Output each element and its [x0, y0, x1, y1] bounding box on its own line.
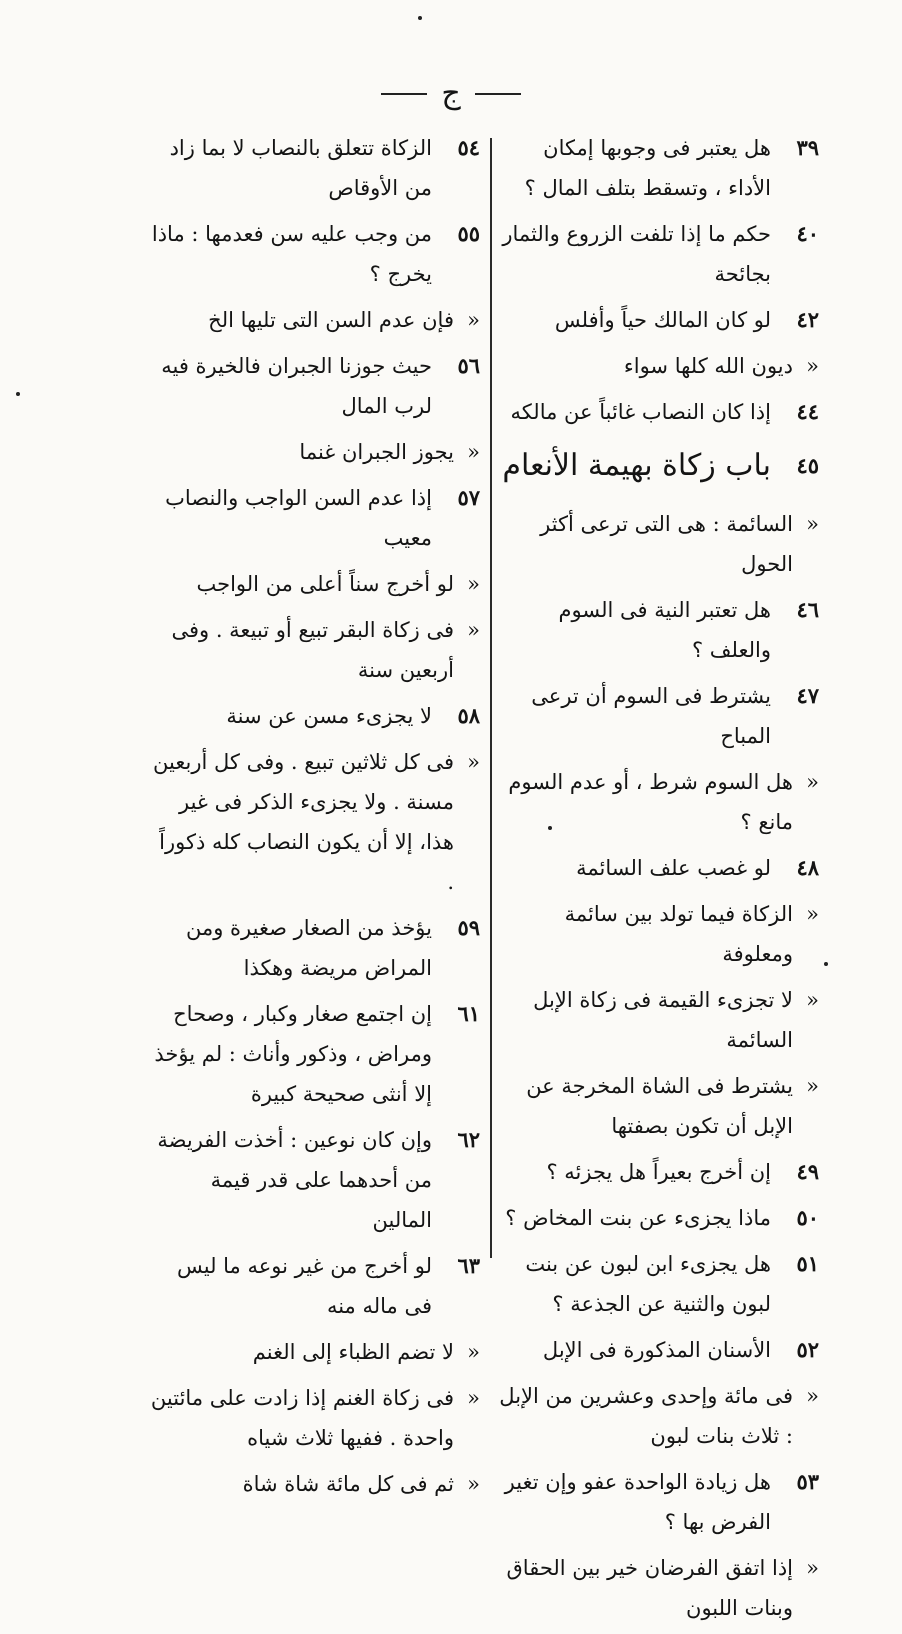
page-ref-number: ٥٩: [457, 915, 480, 940]
right-column: [497, 128, 819, 1634]
entry-text: لا يجزىء مسن عن سنة: [226, 704, 432, 728]
continuation-mark: «: [806, 354, 819, 378]
toc-entry: [497, 676, 819, 756]
entry-text: إذا كان النصاب غائباً عن مالكه: [510, 400, 771, 424]
entry-text: من وجب عليه سن فعدمها : ماذا يخرج ؟: [151, 222, 432, 286]
toc-entry: [497, 848, 819, 888]
column-divider: [490, 138, 492, 1258]
toc-entry: [497, 1066, 819, 1146]
entry-text: حكم ما إذا تلفت الزروع والثمار بجائحة: [502, 222, 771, 286]
toc-entry: [497, 980, 819, 1060]
toc-entry: [497, 762, 819, 842]
entry-text: فى مائة وإحدى وعشرين من الإبل : ثلاث بنات لبون: [499, 1384, 793, 1448]
entry-text: هل تعتبر النية فى السوم والعلف ؟: [558, 598, 771, 662]
entry-text: وإن كان نوعين : أخذت الفريضة من أحدهما على قدر قيمة المالين: [157, 1128, 432, 1232]
toc-entry: [148, 432, 480, 472]
page-ref-number: ٥٠: [796, 1205, 819, 1230]
page-ref-number: ٤٧: [796, 683, 819, 708]
entry-text: باب زكاة بهيمة الأنعام: [502, 448, 771, 483]
toc-entry: [497, 1330, 819, 1370]
entry-text: هل يجزىء ابن لبون عن بنت لبون والثنية عن الجذعة ؟: [525, 1252, 771, 1316]
ink-speck: [824, 962, 828, 966]
entry-text: إذا عدم السن الواجب والنصاب معيب: [165, 486, 432, 550]
page-ref-number: ٦١: [457, 1001, 480, 1026]
toc-entry: [497, 1152, 819, 1192]
continuation-mark: «: [467, 618, 480, 642]
toc-entry: [497, 590, 819, 670]
continuation-mark: «: [806, 1074, 819, 1098]
continuation-mark: «: [467, 440, 480, 464]
continuation-mark: «: [806, 512, 819, 536]
toc-entry: [148, 1378, 480, 1458]
entry-text: يجوز الجبران غنما: [299, 440, 454, 464]
entry-text: لا تضم الظباء إلى الغنم: [252, 1340, 454, 1364]
entry-text: يشترط فى السوم أن ترعى المباح: [531, 684, 771, 748]
entry-text: السائمة : هى التى ترعى أكثر الحول: [540, 512, 793, 576]
toc-entry: [148, 994, 480, 1114]
page-ref-number: ٤٩: [796, 1159, 819, 1184]
page-ref-number: ٦٢: [457, 1127, 480, 1152]
continuation-mark: «: [467, 308, 480, 332]
entry-text: ديون الله كلها سواء: [623, 354, 793, 378]
entry-text: إن أخرج بعيراً هل يجزئه ؟: [546, 1160, 771, 1184]
toc-entry: [497, 392, 819, 432]
toc-entry: [148, 908, 480, 988]
continuation-mark: «: [806, 902, 819, 926]
toc-entry: [148, 696, 480, 736]
toc-entry: [497, 214, 819, 294]
page-ref-number: ٣٩: [796, 135, 819, 160]
toc-entry: [497, 504, 819, 584]
entry-text: لو أخرج سناً أعلى من الواجب: [196, 572, 454, 596]
toc-entry: [497, 346, 819, 386]
section-heading: [497, 438, 819, 494]
entry-text: لو أخرج من غير نوعه ما ليس فى ماله منه: [176, 1254, 432, 1318]
toc-entry: [148, 346, 480, 426]
entry-text: لا تجزىء القيمة فى زكاة الإبل السائمة: [533, 988, 793, 1052]
toc-entry: [148, 742, 480, 902]
entry-text: يؤخذ من الصغار صغيرة ومن المراض مريضة وهكذا: [185, 916, 432, 980]
page-ref-number: ٤٥: [796, 453, 819, 478]
continuation-mark: «: [806, 1384, 819, 1408]
continuation-mark: «: [806, 988, 819, 1012]
entry-text: هل السوم شرط ، أو عدم السوم مانع ؟: [508, 770, 793, 834]
entry-text: حيث جوزنا الجبران فالخيرة فيه لرب المال: [161, 354, 432, 418]
page-ref-number: ٤٠: [796, 221, 819, 246]
page-ref-number: ٦٣: [457, 1253, 480, 1278]
header-dash-right: [475, 93, 521, 95]
page-ref-number: ٤٨: [796, 855, 819, 880]
continuation-mark: «: [467, 750, 480, 774]
continuation-mark: «: [806, 1556, 819, 1580]
entry-text: فى زكاة البقر تبيع أو تبيعة . وفى أربعين سنة: [171, 618, 454, 682]
page-number: ج: [441, 76, 461, 111]
entry-text: هل زيادة الواحدة عفو وإن تغير الفرض بها ؟: [504, 1470, 771, 1534]
toc-entry: [497, 1376, 819, 1456]
toc-entry: [497, 894, 819, 974]
toc-entry: [497, 1198, 819, 1238]
toc-entry: [148, 1120, 480, 1240]
entry-text: لو غصب علف السائمة: [576, 856, 771, 880]
ink-speck: [16, 392, 20, 396]
toc-entry: [148, 564, 480, 604]
toc-entry: [148, 214, 480, 294]
entry-text: الأسنان المذكورة فى الإبل: [542, 1338, 771, 1362]
page-ref-number: ٥٧: [457, 485, 480, 510]
page-ref-number: ٤٦: [796, 597, 819, 622]
ink-speck: [418, 16, 422, 20]
toc-entry: [148, 1464, 480, 1504]
entry-text: ثم فى كل مائة شاة شاة: [242, 1472, 454, 1496]
entry-text: ماذا يجزىء عن بنت المخاض ؟: [505, 1206, 771, 1230]
toc-entry: [148, 1246, 480, 1326]
toc-entry: [497, 1244, 819, 1324]
entry-text: فإن عدم السن التى تليها الخ: [208, 308, 454, 332]
toc-entry: [148, 300, 480, 340]
left-column: [148, 128, 480, 1510]
header-dash-left: [381, 93, 427, 95]
continuation-mark: «: [467, 1340, 480, 1364]
toc-entry: [497, 1548, 819, 1628]
entry-text: لو كان المالك حياً وأفلس: [554, 308, 771, 332]
toc-entry: [148, 1332, 480, 1372]
page-header: [0, 74, 902, 114]
entry-text: يشترط فى الشاة المخرجة عن الإبل أن تكون بصفتها: [526, 1074, 793, 1138]
entry-text: إن اجتمع صغار وكبار ، وصحاح ومراض ، وذكور وأناث : لم يؤخذ إلا أنثى صحيحة كبيرة: [154, 1002, 432, 1106]
toc-entry: [497, 300, 819, 340]
toc-entry: [148, 610, 480, 690]
page-ref-number: ٤٢: [796, 307, 819, 332]
continuation-mark: «: [467, 572, 480, 596]
ink-speck: [548, 826, 552, 830]
page-ref-number: ٥٢: [796, 1337, 819, 1362]
page-ref-number: ٥١: [796, 1251, 819, 1276]
page-ref-number: ٥٦: [457, 353, 480, 378]
toc-entry: [497, 1462, 819, 1542]
entry-text: هل يعتبر فى وجوبها إمكان الأداء ، وتسقط بتلف المال ؟: [524, 136, 771, 200]
toc-entry: [497, 128, 819, 208]
page-ref-number: ٥٣: [796, 1469, 819, 1494]
page-ref-number: ٥٤: [457, 135, 480, 160]
continuation-mark: «: [467, 1386, 480, 1410]
page-ref-number: ٤٤: [796, 399, 819, 424]
page-ref-number: ٥٨: [457, 703, 480, 728]
entry-text: الزكاة تتعلق بالنصاب لا بما زاد من الأوقاص: [169, 136, 432, 200]
entry-text: فى زكاة الغنم إذا زادت على مائتين واحدة . ففيها ثلاث شياه: [150, 1386, 454, 1450]
continuation-mark: «: [806, 770, 819, 794]
toc-entry: [148, 478, 480, 558]
page-ref-number: ٥٥: [457, 221, 480, 246]
toc-entry: [148, 128, 480, 208]
entry-text: فى كل ثلاثين تبيع . وفى كل أربعين مسنة . ولا يجزىء الذكر فى غير هذا، إلا أن يكون النصاب كله ذكوراً .: [153, 750, 454, 894]
entry-text: الزكاة فيما تولد بين سائمة ومعلوفة: [564, 902, 793, 966]
entry-text: إذا اتفق الفرضان خير بين الحقاق وبنات اللبون: [506, 1556, 793, 1620]
continuation-mark: «: [467, 1472, 480, 1496]
